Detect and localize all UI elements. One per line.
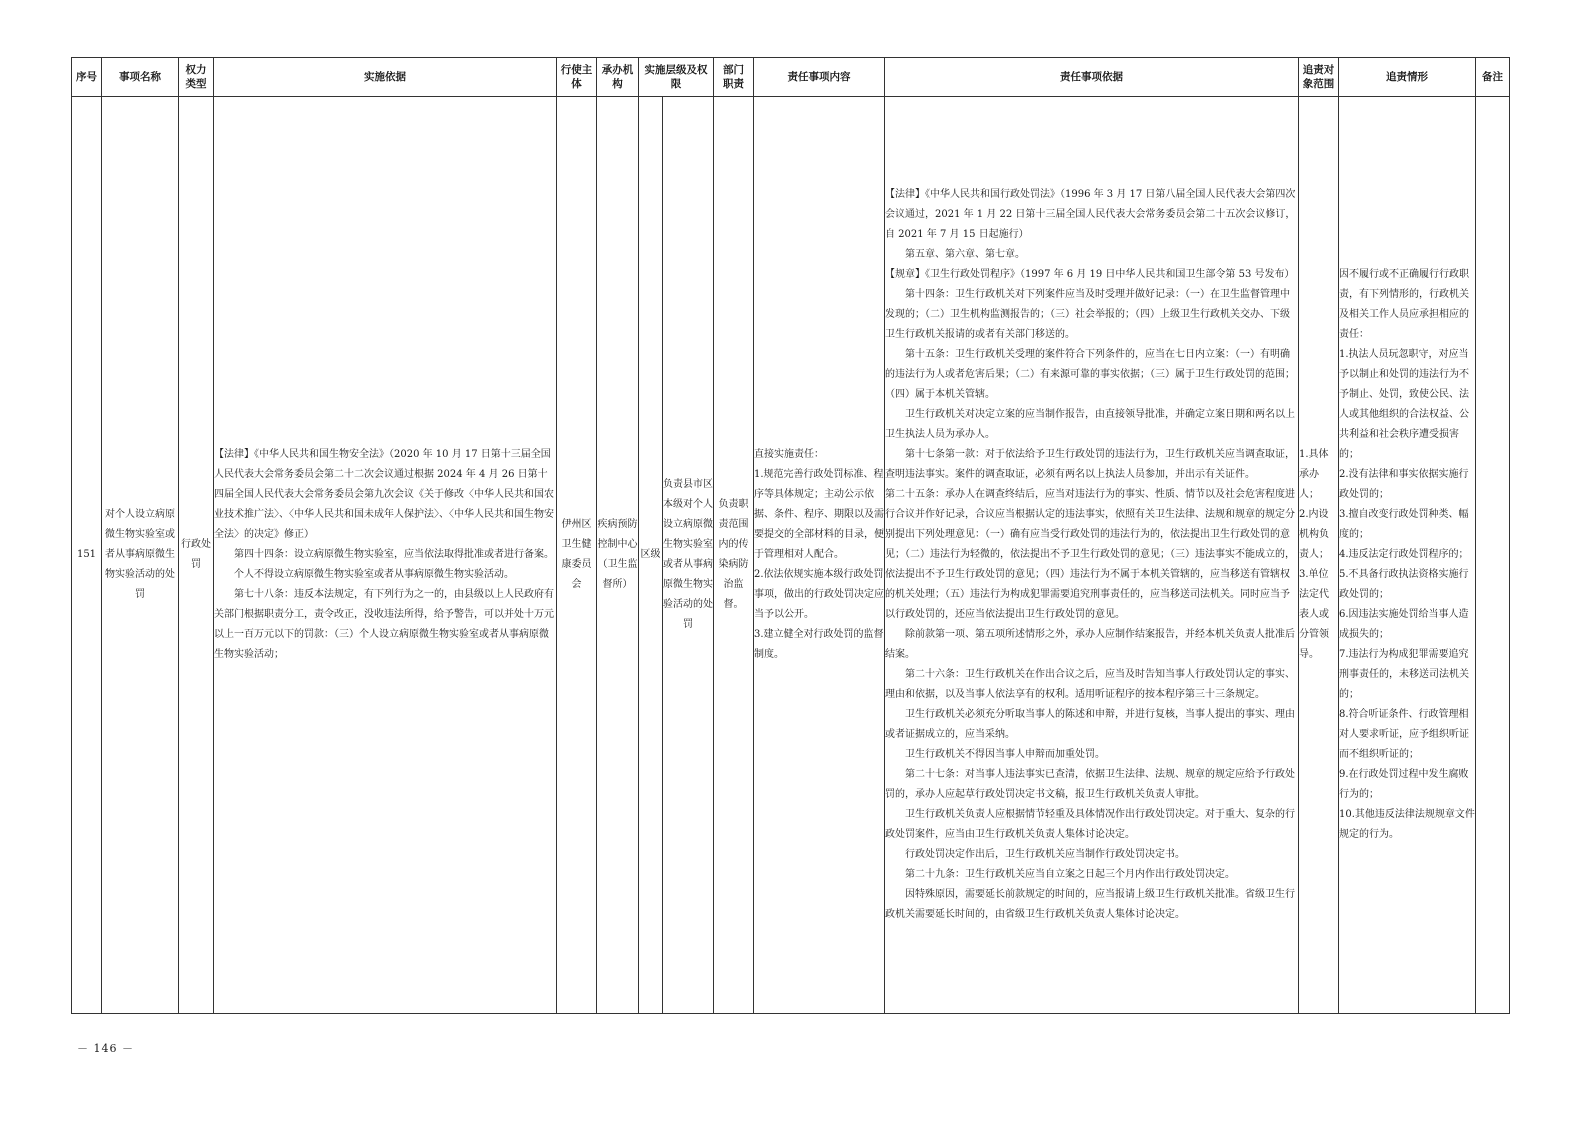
cell-duty: 负责职责范围内的传染病防治监督。	[714, 97, 754, 1014]
cell-level-scope: 负责县市区本级对个人设立病原微生物实验室或者从事病原微生物实验活动的处罚	[663, 97, 714, 1014]
resp-basis-paragraph: 第二十六条：卫生行政机关在作出合议之后，应当及时告知当事人行政处罚认定的事实、理由和依据，以及当事人依法享有的权利。适用听证程序的按本程序第三十三条规定。	[885, 669, 1295, 700]
resp-basis-paragraph: 第十四条：卫生行政机关对下列案件应当及时受理并做好记录：（一）在卫生监督管理中发现的；（二）卫生机构监测报告的；（三）社会举报的；（四）上级卫生行政机关交办、下级卫生行政机关报请的或者有关部门移送的。	[885, 289, 1290, 340]
cell-basis	[214, 97, 557, 1014]
resp-basis-paragraph: 卫生行政机关必须充分听取当事人的陈述和申辩，并进行复核，当事人提出的事实、理由或者证据成立的，应当采纳。	[885, 709, 1295, 740]
basis-paragraph: 第七十八条：违反本法规定，有下列行为之一的，由县级以上人民政府有关部门根据职责分工，责令改正，没收违法所得，给予警告，可以并处十万元以上一百万元以下的罚款：（三）个人设立病原微生物实验室或者从事病原微生物实验活动；	[214, 589, 554, 660]
resp-basis-paragraph: 第二十九条：卫生行政机关应当自立案之日起三个月内作出行政处罚决定。	[905, 869, 1235, 880]
account-case-line: 10.其他违反法律法规规章文件规定的行为。	[1339, 809, 1475, 840]
cell-remark	[1476, 97, 1510, 1014]
header-seq: 序号	[72, 58, 102, 97]
resp-basis-paragraph: 第十五条：卫生行政机关受理的案件符合下列条件的，应当在七日内立案：（一）有明确的违法行为人或者危害后果；（二）有来源可靠的事实依据；（三）属于卫生行政处罚的范围；（四）属于本机关管辖。	[885, 349, 1295, 400]
cell-resp-basis	[885, 97, 1299, 1014]
account-case-line: 7.违法行为构成犯罪需要追究刑事责任的，未移送司法机关的；	[1339, 649, 1469, 700]
resp-basis-paragraph: 卫生行政机关对决定立案的应当制作报告，由直接领导批准，并确定立案日期和两名以上卫生执法人员为承办人。	[885, 409, 1295, 440]
account-case-line: 5.不具备行政执法资格实施行政处罚的；	[1339, 569, 1469, 600]
resp-basis-paragraph: 【法律】《中华人民共和国行政处罚法》（1996 年 3 月 17 日第八届全国人民代表大会第四次会议通过，2021 年 1 月 22 日第十三届全国人民代表大会常务委员会第二十五次会议修订，自 2021 年 7 月 15 日起施行）	[885, 189, 1296, 240]
cell-seq: 151	[72, 97, 102, 1014]
cell-item-name: 对个人设立病原微生物实验室或者从事病原微生物实验活动的处罚	[102, 97, 179, 1014]
account-case-line: 8.符合听证条件、行政管理相对人要求听证，应予组织听证而不组织听证的；	[1339, 709, 1469, 760]
account-case-line: 3.擅自改变行政处罚种类、幅度的；	[1339, 509, 1469, 540]
resp-content-line: 2.依法依规实施本级行政处罚事项，做出的行政处罚决定应当予以公开。	[754, 569, 884, 620]
header-account-case: 追责情形	[1339, 58, 1476, 97]
basis-paragraph: 【法律】《中华人民共和国生物安全法》（2020 年 10 月 17 日第十三届全国人民代表大会常务委员会第二十二次会议通过根据 2024 年 4 月 26 日第十四届全国人民代表大会常务委员会第九次会议《关于修改〈中华人民共和国农业技术推广法〉、〈中华人民共和国未成年人保护法〉、〈中华人民共和国生物安全法〉的决定》修正）	[214, 449, 554, 540]
resp-content-line: 直接实施责任：	[754, 449, 824, 460]
account-scope-line: 2.内设机构负责人；	[1299, 509, 1329, 560]
header-item-name: 事项名称	[102, 58, 179, 97]
resp-basis-paragraph: 第五章、第六章、第七章。	[905, 249, 1025, 260]
resp-basis-paragraph: 第二十七条：对当事人违法事实已查清，依据卫生法律、法规、规章的规定应给予行政处罚的，承办人应起草行政处罚决定书文稿，报卫生行政机关负责人审批。	[885, 769, 1295, 800]
header-account-scope: 追责对 象范围	[1299, 58, 1339, 97]
resp-basis-paragraph: 卫生行政机关负责人应根据情节轻重及具体情况作出行政处罚决定。对于重大、复杂的行政处罚案件，应当由卫生行政机关负责人集体讨论决定。	[885, 809, 1295, 840]
account-case-line: 因不履行或不正确履行行政职责，有下列情形的，行政机关及相关工作人员应承担相应的责任：	[1339, 269, 1469, 340]
basis-paragraph: 第四十四条：设立病原微生物实验室，应当依法取得批准或者进行备案。	[234, 549, 554, 560]
resp-basis-paragraph: 第十七条第一款：对于依法给予卫生行政处罚的违法行为，卫生行政机关应当调查取证，查明违法事实。案件的调查取证，必须有两名以上执法人员参加，并出示有关证件。	[885, 449, 1295, 480]
account-case-line: 9.在行政处罚过程中发生腐败行为的；	[1339, 769, 1469, 800]
authority-list-table	[71, 57, 1510, 1014]
cell-level-tier: 区级	[639, 97, 663, 1014]
header-resp-basis: 责任事项依据	[885, 58, 1299, 97]
header-basis: 实施依据	[214, 58, 557, 97]
resp-basis-paragraph: 【规章】《卫生行政处罚程序》（1997 年 6 月 19 日中华人民共和国卫生部令第 53 号发布）	[885, 269, 1295, 280]
account-case-line: 1.执法人员玩忽职守，对应当予以制止和处罚的违法行为不予制止、处罚，致使公民、法人或其他组织的合法权益、公共利益和社会秩序遭受损害的；	[1339, 349, 1469, 460]
header-remark: 备注	[1476, 58, 1510, 97]
account-scope-line: 1.具体承办人；	[1299, 449, 1329, 500]
header-agency: 承办机 构	[597, 58, 639, 97]
cell-power-type: 行政处罚	[179, 97, 214, 1014]
resp-basis-paragraph: 卫生行政机关不得因当事人申辩而加重处罚。	[905, 749, 1105, 760]
cell-agency: 疾病预防控制中心（卫生监督所）	[597, 97, 639, 1014]
account-case-line: 6.因违法实施处罚给当事人造成损失的；	[1339, 609, 1469, 640]
header-resp-content: 责任事项内容	[754, 58, 885, 97]
account-case-line: 4.违反法定行政处罚程序的；	[1339, 549, 1469, 560]
header-level: 实施层级及权 限	[639, 58, 714, 97]
resp-basis-paragraph: 除前款第一项、第五项所述情形之外，承办人应制作结案报告，并经本机关负责人批准后结案。	[885, 629, 1295, 660]
basis-paragraph: 个人不得设立病原微生物实验室或者从事病原微生物实验活动。	[234, 569, 514, 580]
cell-account-case	[1339, 97, 1476, 1014]
resp-basis-paragraph: 第二十五条：承办人在调查终结后，应当对违法行为的事实、性质、情节以及社会危害程度进行合议并作好记录，合议应当根据认定的违法事实，依照有关卫生法律、法规和规章的规定分别提出下列处理意见：（一）确有应当受行政处罚的违法行为的，依法提出卫生行政处罚的意见；（二）违法行为轻微的，依法提出不予卫生行政处罚的意见；（三）违法事实不能成立的，依法提出不予卫生行政处罚的意见；（四）违法行为不属于本机关管辖的，应当移送有管辖权的机关处理；（五）违法行为构成犯罪需要追究刑事责任的，应当移送司法机关。同时应当予以行政处罚的，还应当依法提出卫生行政处罚的意见。	[885, 489, 1295, 620]
header-power-type: 权力 类型	[179, 58, 214, 97]
account-case-line: 2.没有法律和事实依据实施行政处罚的；	[1339, 469, 1469, 500]
header-duty: 部门 职责	[714, 58, 754, 97]
resp-basis-paragraph: 因特殊原因，需要延长前款规定的时间的，应当报请上级卫生行政机关批准。省级卫生行政机关需要延长时间的，由省级卫生行政机关负责人集体讨论决定。	[885, 889, 1295, 920]
page-number: － 146 －	[77, 1042, 134, 1055]
account-scope-line: 3.单位法定代表人或分管领导。	[1299, 569, 1329, 660]
resp-content-line: 3.建立健全对行政处罚的监督制度。	[754, 629, 884, 660]
header-row	[72, 58, 1510, 97]
cell-resp-content	[754, 97, 885, 1014]
resp-content-line: 1.规范完善行政处罚标准、程序等具体规定；主动公示依据、条件、程序、期限以及需要提交的全部材料的目录，便于管理相对人配合。	[754, 469, 884, 560]
cell-subject: 伊州区卫生健康委员会	[557, 97, 597, 1014]
header-subject: 行使主 体	[557, 58, 597, 97]
cell-account-scope	[1299, 97, 1339, 1014]
table-row	[72, 97, 1510, 1014]
resp-basis-paragraph: 行政处罚决定作出后，卫生行政机关应当制作行政处罚决定书。	[905, 849, 1185, 860]
